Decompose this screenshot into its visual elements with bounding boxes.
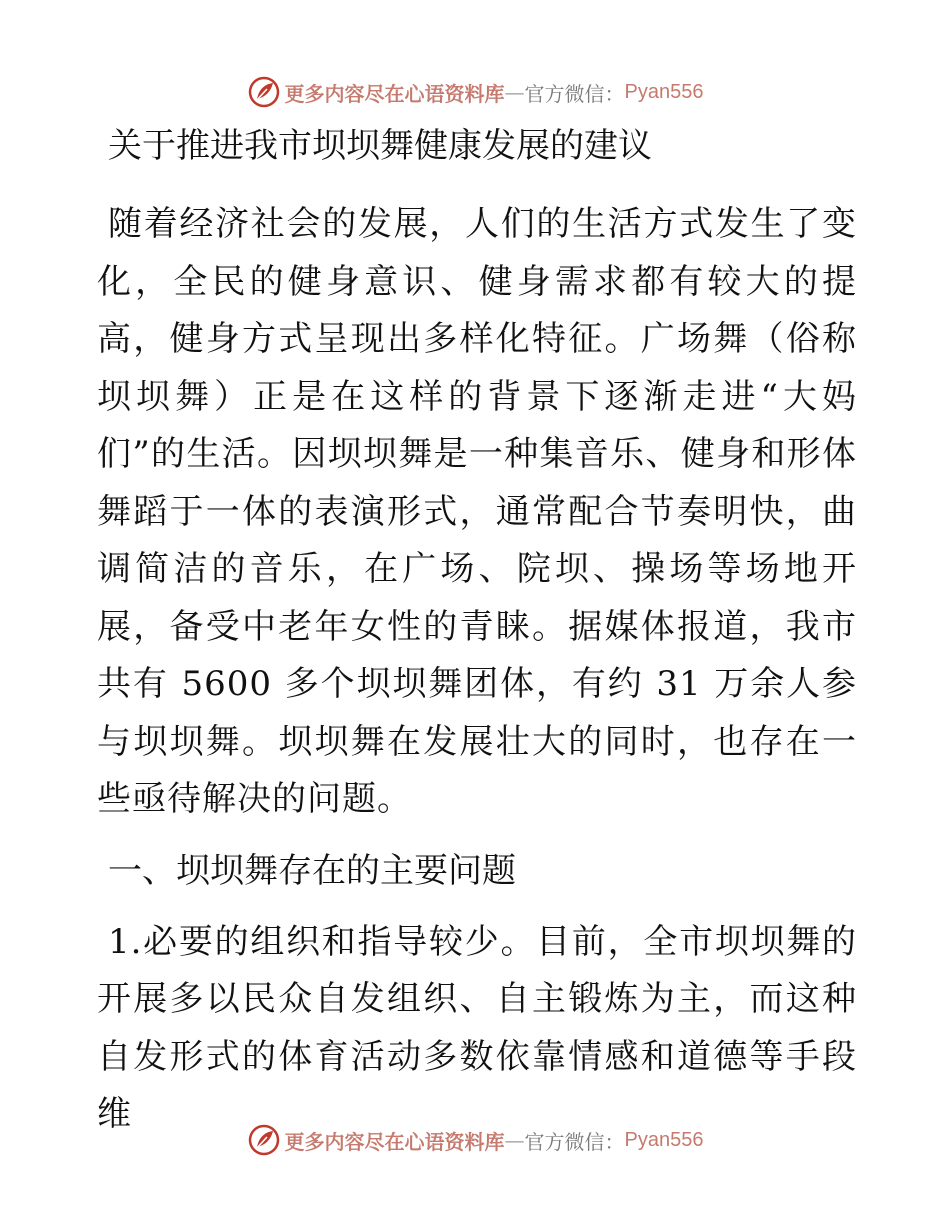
watermark-wechat-id: Pyan556	[624, 80, 704, 103]
watermark-official-label: 官方微信：	[524, 1129, 625, 1154]
watermark-wechat-id: Pyan556	[624, 1128, 704, 1151]
watermark-main-text: 更多内容尽在心语资料库	[284, 1129, 505, 1154]
watermark-official-label: 官方微信：	[524, 81, 625, 106]
watermark-main-text: 更多内容尽在心语资料库	[284, 81, 505, 106]
document-body	[97, 118, 857, 1144]
footer-watermark	[0, 1120, 950, 1160]
red-leaf-logo-icon	[247, 75, 281, 109]
red-leaf-logo-icon	[247, 1123, 281, 1157]
watermark-dash: —	[504, 1128, 525, 1152]
header-watermark	[0, 72, 950, 112]
intro-paragraph: 随着经济社会的发展，人们的生活方式发生了变化，全民的健身意识、健身需求都有较大的提高，健身方式呈现出多样化特征。广场舞（俗称坝坝舞）正是在这样的背景下逐渐走进“大妈们”的生活。因坝坝舞是一种集音乐、健身和形体舞蹈于一体的表演形式，通常配合节奏明快，曲调简洁的音乐，在广场、院坝、操场等场地开展，备受中老年女性的青睐。据媒体报道，我市共有 5600 多个坝坝舞团体，有约 31 万余人参与坝坝舞。坝坝舞在发展壮大的同时，也存在一些亟待解决的问题。	[97, 204, 857, 819]
point-1-paragraph: 1.必要的组织和指导较少。目前，全市坝坝舞的开展多以民众自发组织、自主锻炼为主，而这种自发形式的体育活动多数依靠情感和道德等手段维	[97, 921, 857, 1134]
section-heading: 一、坝坝舞存在的主要问题	[108, 850, 516, 891]
document-title: 关于推进我市坝坝舞健康发展的建议	[108, 126, 652, 166]
watermark-dash: —	[504, 80, 525, 104]
